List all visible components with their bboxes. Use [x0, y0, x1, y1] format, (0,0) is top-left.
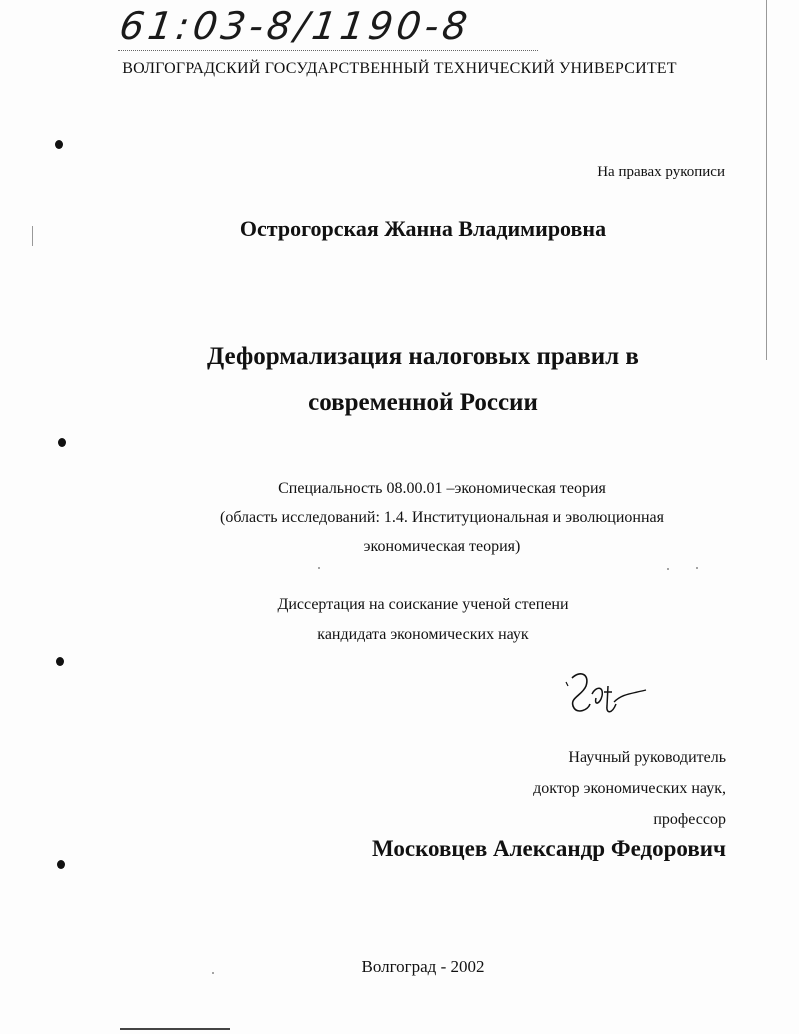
specialty-line-3: экономическая теория) — [363, 538, 521, 555]
supervisor-degree: доктор экономических наук, — [533, 780, 726, 797]
scan-edge-line-left — [32, 226, 33, 246]
specialty-line-1: Специальность 08.00.01 –экономическая теория — [278, 480, 606, 497]
scan-dot-4 — [212, 972, 214, 974]
handwritten-catalog-code: 61:03-8/1190-8 — [116, 4, 474, 48]
dissertation-degree-block — [0, 590, 799, 650]
rights-note: На правах рукописи — [597, 164, 725, 180]
scan-dot-3 — [696, 567, 698, 569]
scan-dot-2 — [667, 568, 669, 570]
title-line-1: Деформализация налоговых правил в — [207, 343, 639, 370]
scan-edge-line-right — [766, 0, 767, 360]
title-line-2: современной России — [308, 389, 538, 416]
city-year: Волгоград - 2002 — [361, 957, 485, 976]
dissertation-title — [0, 334, 799, 426]
author-name: Острогорская Жанна Владимировна — [239, 216, 607, 241]
university-name: ВОЛГОГРАДСКИЙ ГОСУДАРСТВЕННЫЙ ТЕХНИЧЕСКИЙ УНИВЕРСИТЕТ — [122, 60, 677, 77]
scan-dot-1 — [318, 567, 320, 569]
specialty-line-2: (область исследований: 1.4. Институциональная и эволюционная — [219, 509, 664, 526]
supervisor-block — [533, 742, 726, 835]
margin-mark-4 — [57, 860, 65, 869]
supervisor-role: Научный руководитель — [568, 749, 726, 766]
margin-mark-1 — [55, 140, 63, 149]
scan-edge-line-bottom — [120, 1028, 230, 1030]
dissertation-line-2: кандидата экономических наук — [317, 626, 529, 643]
specialty-block — [0, 474, 799, 561]
signature-mark — [560, 664, 650, 724]
margin-mark-2 — [58, 438, 66, 447]
dissertation-line-1: Диссертация на соискание ученой степени — [277, 596, 569, 613]
margin-mark-3 — [56, 657, 64, 666]
code-underline — [118, 50, 538, 51]
supervisor-name: Московцев Александр Федорович — [371, 836, 726, 861]
supervisor-rank: профессор — [653, 811, 726, 828]
